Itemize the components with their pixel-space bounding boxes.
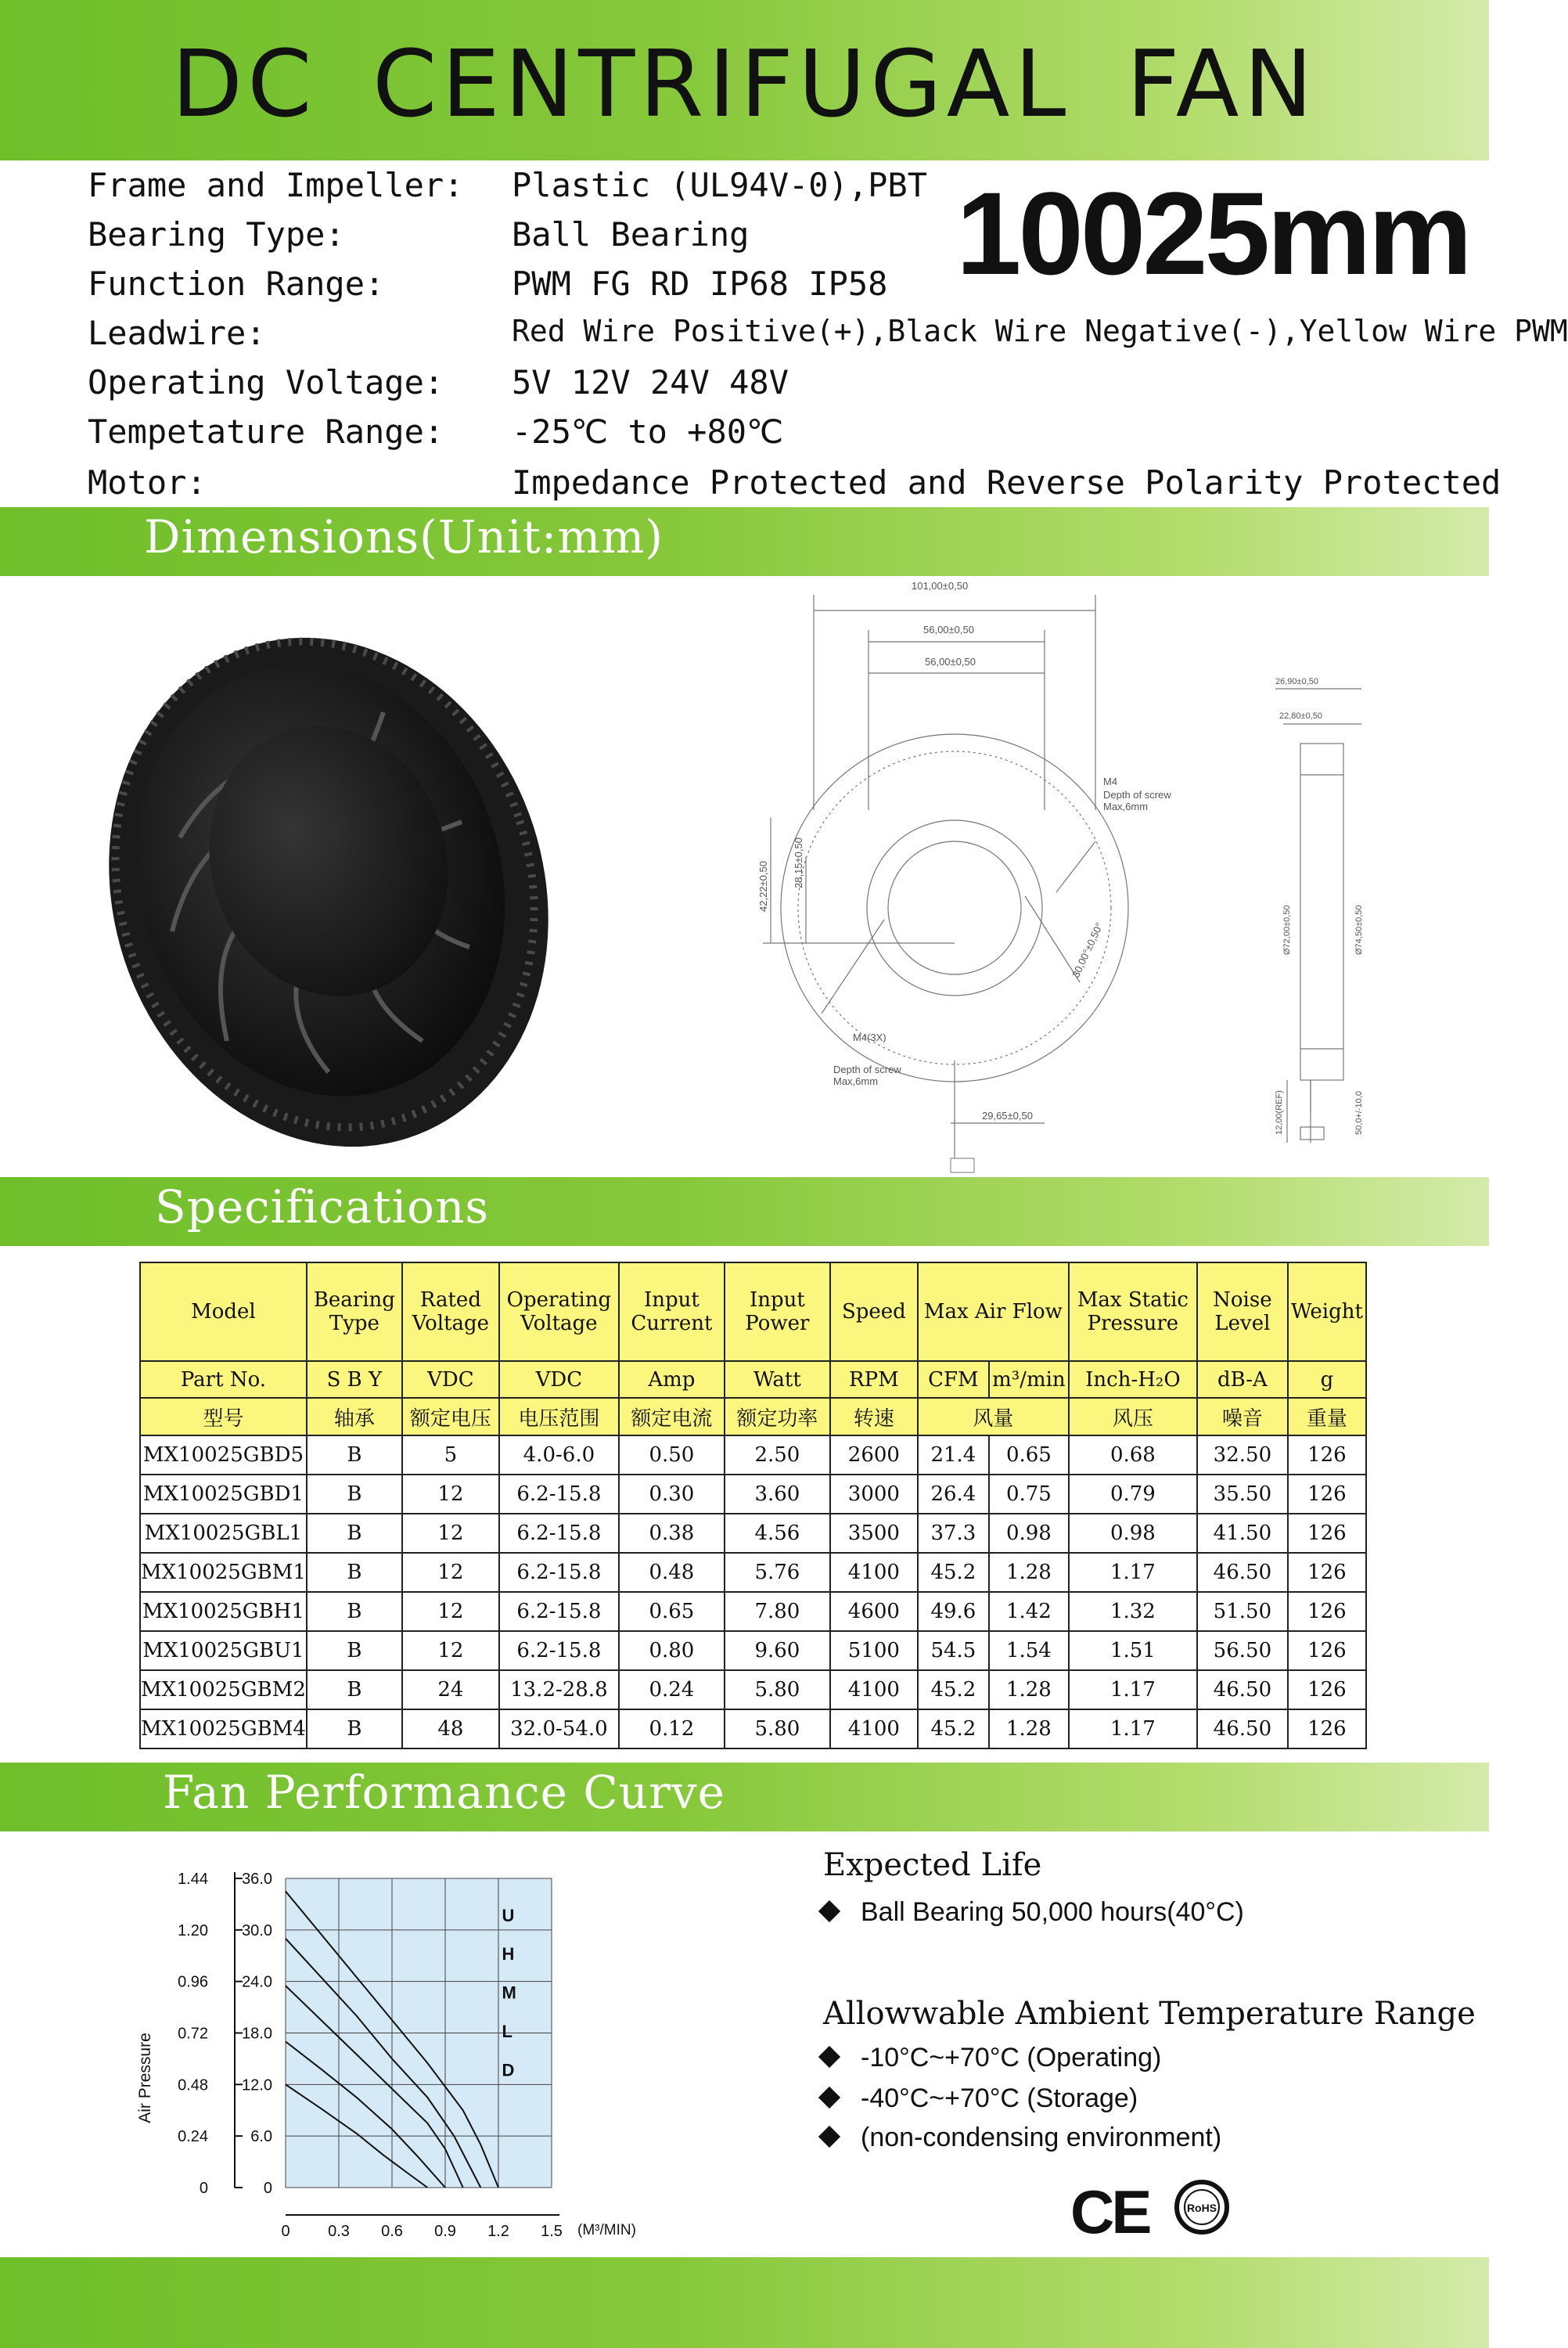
table-cell: 6.2-15.8 xyxy=(499,1592,619,1631)
table-cell: 26.4 xyxy=(918,1475,989,1514)
table-cn-cell: 额定电流 xyxy=(619,1398,725,1435)
table-cell: 3000 xyxy=(830,1475,918,1514)
connector xyxy=(951,1158,974,1172)
table-header-cell: Noise Level xyxy=(1197,1262,1288,1361)
table-cell: 12 xyxy=(402,1475,499,1514)
temperature-item: -40°C~+70°C (Storage) xyxy=(822,2083,1138,2114)
performance-chart xyxy=(125,1843,657,2250)
table-cn-cell: 额定电压 xyxy=(402,1398,499,1435)
table-cell: MX10025GBM1 xyxy=(140,1553,307,1592)
drawing-overall-width: 101,00±0,50 xyxy=(912,580,969,592)
table-cell: 1.32 xyxy=(1069,1592,1197,1631)
table-cell: 56.50 xyxy=(1197,1631,1288,1670)
table-cell: 0.79 xyxy=(1069,1475,1197,1514)
table-cn-cell: 噪音 xyxy=(1197,1398,1288,1435)
y-tick-in: 0.96 xyxy=(178,1973,208,1991)
table-header-cell: Input Current xyxy=(619,1262,725,1361)
table-cell: 2600 xyxy=(830,1435,918,1475)
drawing-side-depth-2: 22,80±0,50 xyxy=(1279,711,1322,721)
table-cell: 1.28 xyxy=(989,1709,1069,1748)
table-cn-row xyxy=(140,1398,1366,1435)
table-cell: 0.24 xyxy=(619,1670,725,1709)
drawing-m4-label: M4 xyxy=(1103,776,1118,787)
table-cell: B xyxy=(307,1631,402,1670)
table-cell: 126 xyxy=(1288,1592,1366,1631)
table-cell: 1.42 xyxy=(989,1592,1069,1631)
drawing-side-lead-2: 50,0+/-10,0 xyxy=(1354,1091,1364,1135)
page-title: DC CENTRIFUGAL FAN xyxy=(171,30,1318,138)
table-header-cell: Max Air Flow xyxy=(918,1262,1069,1361)
table-cell: 0.38 xyxy=(619,1514,725,1553)
table-cell: 1.17 xyxy=(1069,1553,1197,1592)
property-value: -25℃ to +80℃ xyxy=(512,412,784,451)
table-unit-cell: S B Y xyxy=(307,1361,402,1398)
table-cell: 32.50 xyxy=(1197,1435,1288,1475)
y-tick-in: 0.72 xyxy=(178,2025,208,2043)
table-cell: 54.5 xyxy=(918,1631,989,1670)
table-cell: B xyxy=(307,1670,402,1709)
table-cell: 0.65 xyxy=(989,1435,1069,1475)
table-cell: 46.50 xyxy=(1197,1670,1288,1709)
table-cell: 6.2-15.8 xyxy=(499,1514,619,1553)
table-header-cell: Model xyxy=(140,1262,307,1361)
table-cell: 3500 xyxy=(830,1514,918,1553)
dimensions-title: Dimensions(Unit:mm) xyxy=(144,510,664,564)
drawing-m4-depth-1: Depth of screw xyxy=(1103,789,1171,801)
drawing-angle-dim: 30,00°±0,50° xyxy=(1070,920,1106,980)
y-tick-mm: 18.0 xyxy=(242,2025,272,2043)
table-cell: 6.2-15.8 xyxy=(499,1553,619,1592)
table-cell: 45.2 xyxy=(918,1553,989,1592)
y-tick-mm: 24.0 xyxy=(242,1973,272,1991)
table-cell: 37.3 xyxy=(918,1514,989,1553)
series-label-d: D xyxy=(502,2060,515,2080)
table-header-cell: Weight xyxy=(1288,1262,1366,1361)
drawing-m4x3-depth-2: Max,6mm xyxy=(833,1075,879,1087)
property-value: Ball Bearing xyxy=(512,215,750,254)
property-label: Operating Voltage: xyxy=(88,363,444,402)
table-header-cell: Max Static Pressure xyxy=(1069,1262,1197,1361)
property-value: PWM FG RD IP68 IP58 xyxy=(512,265,888,303)
table-cell: 5.76 xyxy=(725,1553,830,1592)
table-cell: 1.28 xyxy=(989,1553,1069,1592)
y-tick-mm: 12.0 xyxy=(242,2076,272,2094)
table-cell: 24 xyxy=(402,1670,499,1709)
table-header-cell: Rated Voltage xyxy=(402,1262,499,1361)
table-header-row xyxy=(140,1262,1366,1361)
property-label: Tempetature Range: xyxy=(88,412,444,451)
table-cell: 45.2 xyxy=(918,1670,989,1709)
table-header-cell: Input Power xyxy=(725,1262,830,1361)
spec-table xyxy=(139,1262,1367,1749)
table-cell: 0.80 xyxy=(619,1631,725,1670)
table-cell: 46.50 xyxy=(1197,1553,1288,1592)
table-cell: 12 xyxy=(402,1631,499,1670)
table-cell: 5.80 xyxy=(725,1709,830,1748)
property-value: Plastic (UL94V-0),PBT xyxy=(512,166,928,204)
table-cell: MX10025GBD5 xyxy=(140,1435,307,1475)
table-cn-cell: 电压范围 xyxy=(499,1398,619,1435)
property-value: Red Wire Positive(+),Black Wire Negative(-),Yellow Wire PWM xyxy=(512,314,1568,348)
table-cell: 6.2-15.8 xyxy=(499,1631,619,1670)
x-tick-m3min: 0.9 xyxy=(434,2223,456,2240)
table-cell: 4600 xyxy=(830,1592,918,1631)
table-cell: 0.50 xyxy=(619,1435,725,1475)
series-label-h: H xyxy=(502,1944,515,1964)
y-tick-in: 1.44 xyxy=(178,1871,208,1888)
table-cell: 41.50 xyxy=(1197,1514,1288,1553)
table-cell: 3.60 xyxy=(725,1475,830,1514)
bullet-icon xyxy=(818,2087,840,2109)
y-tick-mm: 36.0 xyxy=(242,1871,272,1888)
table-cell: MX10025GBM4 xyxy=(140,1709,307,1748)
drawing-height-left: 42,22±0,50 xyxy=(757,861,769,912)
property-value: 5V 12V 24V 48V xyxy=(512,363,789,402)
table-cell: MX10025GBU1 xyxy=(140,1631,307,1670)
temperature-item: (non-condensing environment) xyxy=(822,2123,1221,2153)
temperature-title: Allowwable Ambient Temperature Range xyxy=(823,1996,1476,2032)
table-cell: 126 xyxy=(1288,1553,1366,1592)
table-row xyxy=(140,1709,1366,1748)
table-cell: 4.0-6.0 xyxy=(499,1435,619,1475)
table-cell: 48 xyxy=(402,1709,499,1748)
y-tick-mm: 6.0 xyxy=(250,2128,272,2146)
drawing-front-view xyxy=(689,575,1205,1178)
table-row xyxy=(140,1435,1366,1475)
table-cn-cell: 额定功率 xyxy=(725,1398,830,1435)
table-row xyxy=(140,1475,1366,1514)
table-cell: 6.2-15.8 xyxy=(499,1475,619,1514)
table-unit-cell: dB-A xyxy=(1197,1361,1288,1398)
table-cn-cell: 转速 xyxy=(830,1398,918,1435)
table-cell: 12 xyxy=(402,1514,499,1553)
table-cell: 0.75 xyxy=(989,1475,1069,1514)
y-tick-in: 0.48 xyxy=(178,2076,208,2094)
table-cell: 1.54 xyxy=(989,1631,1069,1670)
table-cell: 0.12 xyxy=(619,1709,725,1748)
x-tick-m3min: 1.5 xyxy=(541,2223,563,2240)
y-tick-in: 0.24 xyxy=(178,2128,208,2146)
bullet-icon xyxy=(818,1900,840,1922)
drawing-side-view xyxy=(1252,673,1369,1158)
table-cell: 126 xyxy=(1288,1670,1366,1709)
table-cell: 1.51 xyxy=(1069,1631,1197,1670)
table-cn-cell: 轴承 xyxy=(307,1398,402,1435)
table-cell: 126 xyxy=(1288,1514,1366,1553)
table-unit-cell: m³/min xyxy=(989,1361,1069,1398)
series-label-m: M xyxy=(502,1982,516,2003)
table-unit-cell: Watt xyxy=(725,1361,830,1398)
table-cell: B xyxy=(307,1435,402,1475)
drawing-m4x3-depth-1: Depth of screw xyxy=(833,1064,901,1075)
x-tick-m3min: 1.2 xyxy=(487,2223,509,2240)
y-tick-mm: 30.0 xyxy=(242,1921,272,1939)
x-tick-m3min: 0.3 xyxy=(328,2223,350,2240)
table-cell: B xyxy=(307,1475,402,1514)
y-tick-in: 0 xyxy=(199,2180,208,2197)
table-unit-cell: RPM xyxy=(830,1361,918,1398)
series-label-u: U xyxy=(502,1905,515,1925)
drawing-m4-depth-2: Max,6mm xyxy=(1103,801,1149,812)
life-item: Ball Bearing 50,000 hours(40°C) xyxy=(822,1897,1244,1928)
fan-photo xyxy=(94,603,571,1166)
specifications-title: Specifications xyxy=(155,1180,490,1233)
drawing-side-dia-1: Ø72,00±0,50 xyxy=(1282,905,1292,955)
curve-title: Fan Performance Curve xyxy=(163,1766,725,1819)
drawing-height-inner: 28,15±0,50 xyxy=(793,837,804,888)
table-cell: B xyxy=(307,1553,402,1592)
table-cell: 0.48 xyxy=(619,1553,725,1592)
bullet-icon xyxy=(818,2126,840,2148)
table-cell: 126 xyxy=(1288,1631,1366,1670)
temperature-item: -10°C~+70°C (Operating) xyxy=(822,2043,1161,2073)
table-cell: 35.50 xyxy=(1197,1475,1288,1514)
table-cn-cell: 重量 xyxy=(1288,1398,1366,1435)
table-cell: 12 xyxy=(402,1553,499,1592)
table-cell: 9.60 xyxy=(725,1631,830,1670)
table-cell: 0.68 xyxy=(1069,1435,1197,1475)
drawing-side-dia-2: Ø74,50±0,50 xyxy=(1354,905,1364,955)
ce-mark-icon: CE xyxy=(1070,2177,1149,2246)
table-cell: 32.0-54.0 xyxy=(499,1709,619,1748)
table-cell: 2.50 xyxy=(725,1435,830,1475)
footer-band xyxy=(0,2257,1489,2348)
x-unit-primary: (M³/MIN) xyxy=(577,2222,636,2238)
y-axis-label: Air Pressure xyxy=(136,2033,154,2123)
table-cell: MX10025GBH1 xyxy=(140,1592,307,1631)
table-cn-cell: 风压 xyxy=(1069,1398,1197,1435)
table-row xyxy=(140,1592,1366,1631)
table-unit-cell: Amp xyxy=(619,1361,725,1398)
table-units-row xyxy=(140,1361,1366,1398)
drawing-inner-width-1: 56,00±0,50 xyxy=(923,624,974,636)
bullet-icon xyxy=(818,2046,840,2068)
table-header-cell: Operating Voltage xyxy=(499,1262,619,1361)
table-cell: 21.4 xyxy=(918,1435,989,1475)
table-unit-cell: Inch-H₂O xyxy=(1069,1361,1197,1398)
table-cell: 5100 xyxy=(830,1631,918,1670)
table-unit-cell: CFM xyxy=(918,1361,989,1398)
series-label-l: L xyxy=(502,2021,512,2041)
life-title: Expected Life xyxy=(823,1847,1042,1883)
property-label: Function Range: xyxy=(88,265,385,303)
table-cell: 4.56 xyxy=(725,1514,830,1553)
property-value: Impedance Protected and Reverse Polarity Protected xyxy=(512,463,1501,502)
table-unit-cell: g xyxy=(1288,1361,1366,1398)
table-cell: 0.65 xyxy=(619,1592,725,1631)
table-cell: 4100 xyxy=(830,1553,918,1592)
rohs-mark-icon xyxy=(1174,2179,1230,2235)
table-cell: 13.2-28.8 xyxy=(499,1670,619,1709)
x-tick-m3min: 0 xyxy=(281,2223,290,2240)
table-header-cell: Speed xyxy=(830,1262,918,1361)
table-header-cell: Bearing Type xyxy=(307,1262,402,1361)
table-cell: MX10025GBM2 xyxy=(140,1670,307,1709)
table-cell: 49.6 xyxy=(918,1592,989,1631)
table-cell: 1.17 xyxy=(1069,1709,1197,1748)
table-cell: MX10025GBD1 xyxy=(140,1475,307,1514)
table-cell: 4100 xyxy=(830,1670,918,1709)
table-cell: 46.50 xyxy=(1197,1709,1288,1748)
table-cn-cell: 风量 xyxy=(918,1398,1069,1435)
table-cell: B xyxy=(307,1709,402,1748)
property-label: Leadwire: xyxy=(88,314,266,352)
table-cell: 5.80 xyxy=(725,1670,830,1709)
table-cell: 0.98 xyxy=(989,1514,1069,1553)
table-cell: 126 xyxy=(1288,1435,1366,1475)
table-cell: 45.2 xyxy=(918,1709,989,1748)
table-cell: 4100 xyxy=(830,1709,918,1748)
x-tick-m3min: 0.6 xyxy=(381,2223,403,2240)
table-cell: B xyxy=(307,1592,402,1631)
y-tick-mm: 0 xyxy=(263,2180,272,2197)
table-cell: 126 xyxy=(1288,1709,1366,1748)
size-label: 10025mm xyxy=(956,167,1469,299)
drawing-side-depth-1: 26,90±0,50 xyxy=(1275,677,1318,686)
table-cell: 0.30 xyxy=(619,1475,725,1514)
table-row xyxy=(140,1670,1366,1709)
drawing-bottom-dim: 29,65±0,50 xyxy=(982,1110,1033,1122)
y-tick-in: 1.20 xyxy=(178,1921,208,1939)
drawing-m4x3-label: M4(3X) xyxy=(853,1032,886,1043)
table-cell: 1.17 xyxy=(1069,1670,1197,1709)
table-row xyxy=(140,1631,1366,1670)
svg-text:RoHS: RoHS xyxy=(1186,2202,1217,2214)
table-cell: 7.80 xyxy=(725,1592,830,1631)
table-unit-cell: Part No. xyxy=(140,1361,307,1398)
table-cell: 0.98 xyxy=(1069,1514,1197,1553)
table-unit-cell: VDC xyxy=(402,1361,499,1398)
table-row xyxy=(140,1553,1366,1592)
table-cell: B xyxy=(307,1514,402,1553)
property-label: Motor: xyxy=(88,463,207,502)
table-unit-cell: VDC xyxy=(499,1361,619,1398)
table-cell: 51.50 xyxy=(1197,1592,1288,1631)
table-cell: 1.28 xyxy=(989,1670,1069,1709)
table-cell: MX10025GBL1 xyxy=(140,1514,307,1553)
table-row xyxy=(140,1514,1366,1553)
property-label: Bearing Type: xyxy=(88,215,345,254)
drawing-inner-width-2: 56,00±0,50 xyxy=(925,656,976,668)
table-cell: 12 xyxy=(402,1592,499,1631)
table-cell: 5 xyxy=(402,1435,499,1475)
table-cell: 126 xyxy=(1288,1475,1366,1514)
drawing-side-lead-1: 12,00(REF) xyxy=(1275,1090,1284,1135)
property-label: Frame and Impeller: xyxy=(88,166,464,204)
table-cn-cell: 型号 xyxy=(140,1398,307,1435)
